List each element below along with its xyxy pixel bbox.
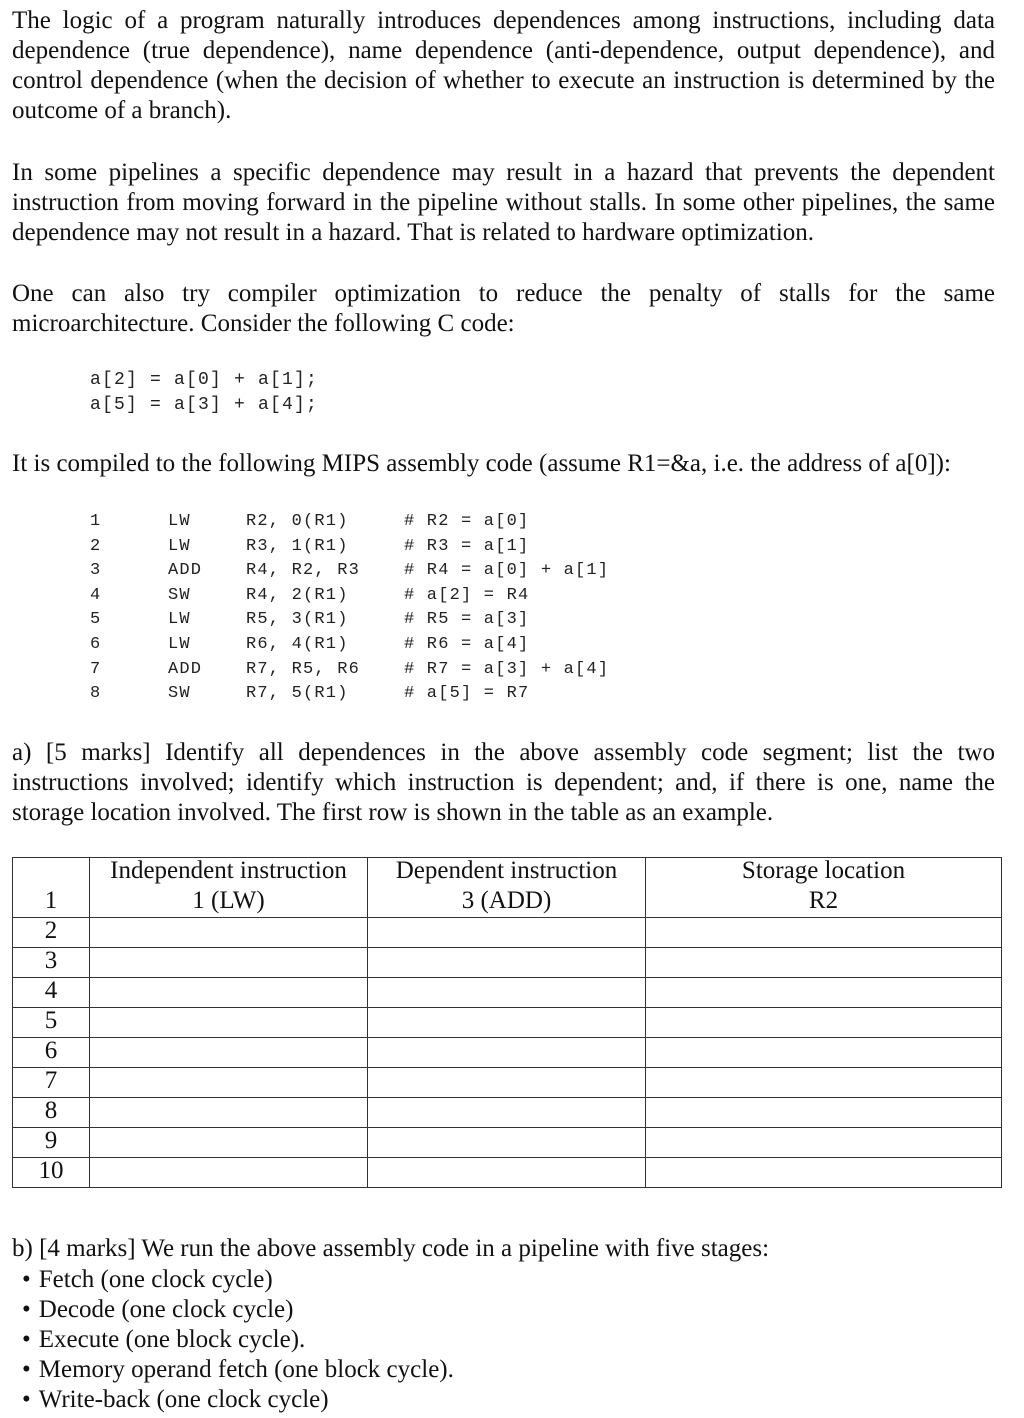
asm-opcode: LW [168, 536, 191, 556]
asm-line-number: 4 [90, 585, 102, 605]
asm-comment: # a[2] = R4 [404, 585, 530, 605]
table-row [13, 1038, 1002, 1068]
asm-comment: # a[5] = R7 [404, 684, 530, 704]
asm-operands: R4, 2(R1) [246, 585, 349, 605]
asm-line-number: 7 [90, 659, 102, 679]
question-a: a) [5 marks] Identify all dependences in the above assembly code segment; list the two instructions involved; identify which instruction is dependent; and, if there is one, name the storage location involved. The first row is shown in the table as an example. [12, 739, 995, 826]
table-cell-indep [90, 1068, 368, 1098]
intro-paragraph-1: The logic of a program naturally introduces dependences among instructions, including data dependence (true dependence), name dependence (anti-dependence, output dependence), and control dependence (when the decision of whether to execute an instruction is determined by the outcome of a branch). [12, 7, 995, 124]
header-storage: Storage location [646, 858, 1002, 889]
table-cell-indep [90, 1128, 368, 1158]
asm-line-number: 5 [90, 610, 102, 630]
table-cell-n: 3 [13, 948, 90, 978]
pipeline-stage-item: • Execute (one block cycle). [22, 1325, 454, 1355]
table-cell-loc [646, 918, 1002, 948]
asm-line-number: 2 [90, 536, 102, 556]
table-row [13, 1008, 1002, 1038]
asm-line-number: 3 [90, 561, 102, 581]
header-number [13, 858, 90, 889]
table-cell-loc [646, 948, 1002, 978]
c-code-block [90, 368, 319, 428]
table-cell-n: 6 [13, 1038, 90, 1068]
header-independent: Independent instruction [90, 858, 368, 889]
table-cell-indep [90, 1038, 368, 1068]
asm-opcode: LW [168, 610, 191, 630]
asm-opcode: ADD [168, 659, 203, 679]
pipeline-stage-item: • Memory operand fetch (one block cycle). [22, 1355, 454, 1385]
table-row [13, 1098, 1002, 1128]
table-cell-dep [368, 1068, 646, 1098]
table-row [13, 1068, 1002, 1098]
asm-comment: # R2 = a[0] [404, 512, 530, 531]
table-cell-loc [646, 1128, 1002, 1158]
table-cell-loc [646, 1008, 1002, 1038]
asm-comment: # R6 = a[4] [404, 635, 530, 654]
table-cell-loc [646, 1038, 1002, 1068]
table-cell-indep [90, 1158, 368, 1188]
table-cell-loc [646, 978, 1002, 1008]
header-dependent: Dependent instruction [368, 858, 646, 889]
table-cell-n: 10 [13, 1158, 90, 1188]
asm-opcode: LW [168, 512, 191, 531]
table-cell-n: 4 [13, 978, 90, 1008]
pipeline-stage-item: • Write-back (one clock cycle) [22, 1385, 454, 1415]
table-cell-dep [368, 1128, 646, 1158]
asm-opcode: ADD [168, 561, 203, 581]
table-row [13, 918, 1002, 948]
table-cell-dep [368, 1098, 646, 1128]
table-cell-n: 1 [13, 888, 90, 918]
table-cell-n: 7 [13, 1068, 90, 1098]
table-cell-n: 9 [13, 1128, 90, 1158]
asm-opcode: LW [168, 635, 191, 654]
table-cell-indep [90, 978, 368, 1008]
table-cell-dep [368, 918, 646, 948]
intro-paragraph-2: In some pipelines a specific dependence may result in a hazard that prevents the dependent instruction from moving forward in the pipeline without stalls. In some other pipelines, the same dependence may not result in a hazard. That is related to hardware optimization. [12, 159, 995, 246]
asm-comment: # R4 = a[0] + a[1] [404, 561, 610, 581]
asm-operands: R4, R2, R3 [246, 561, 361, 581]
table-cell-dep [368, 948, 646, 978]
asm-comment: # R5 = a[3] [404, 610, 530, 630]
table-cell-indep [90, 1008, 368, 1038]
pipeline-stage-item: • Fetch (one clock cycle) [22, 1265, 454, 1295]
asm-operands: R6, 4(R1) [246, 635, 349, 654]
dependence-table [12, 857, 1002, 1188]
table-cell-loc [646, 1098, 1002, 1128]
table-cell-loc: R2 [646, 888, 1002, 918]
question-b: b) [4 marks] We run the above assembly code in a pipeline with five stages: [12, 1235, 770, 1262]
asm-operands: R7, R5, R6 [246, 659, 361, 679]
c-code-line: a[5] = a[3] + a[4]; [90, 395, 319, 415]
table-row [13, 1128, 1002, 1158]
table-cell-dep [368, 1038, 646, 1068]
table-row [13, 978, 1002, 1008]
table-cell-dep [368, 978, 646, 1008]
table-cell-dep: 3 (ADD) [368, 888, 646, 918]
asm-operands: R5, 3(R1) [246, 610, 349, 630]
compiled-description: It is compiled to the following MIPS assembly code (assume R1=&a, i.e. the address of a[0]): [12, 450, 951, 477]
c-code-line: a[2] = a[0] + a[1]; [90, 370, 319, 390]
pipeline-stage-list [22, 1265, 454, 1415]
table-cell-indep: 1 (LW) [90, 888, 368, 918]
table-header-row [13, 858, 1002, 889]
asm-line-number: 6 [90, 635, 102, 654]
asm-operands: R3, 1(R1) [246, 536, 349, 556]
table-cell-loc [646, 1068, 1002, 1098]
asm-line-number: 8 [90, 684, 102, 704]
asm-comment: # R7 = a[3] + a[4] [404, 659, 610, 679]
table-row [13, 1158, 1002, 1188]
table-cell-dep [368, 1008, 646, 1038]
asm-opcode: SW [168, 585, 191, 605]
table-cell-indep [90, 918, 368, 948]
table-cell-loc [646, 1158, 1002, 1188]
table-cell-n: 5 [13, 1008, 90, 1038]
asm-comment: # R3 = a[1] [404, 536, 530, 556]
table-cell-dep [368, 1158, 646, 1188]
table-cell-n: 2 [13, 918, 90, 948]
pipeline-stage-item: • Decode (one clock cycle) [22, 1295, 454, 1325]
table-cell-n: 8 [13, 1098, 90, 1128]
intro-paragraph-3: One can also try compiler optimization to reduce the penalty of stalls for the same microarchitecture. Consider the following C code: [12, 280, 995, 337]
table-cell-indep [90, 948, 368, 978]
asm-operands: R7, 5(R1) [246, 684, 349, 704]
asm-operands: R2, 0(R1) [246, 512, 349, 531]
asm-opcode: SW [168, 684, 191, 704]
table-cell-indep [90, 1098, 368, 1128]
table-row [13, 948, 1002, 978]
table-row [13, 888, 1002, 918]
asm-line-number: 1 [90, 512, 102, 531]
